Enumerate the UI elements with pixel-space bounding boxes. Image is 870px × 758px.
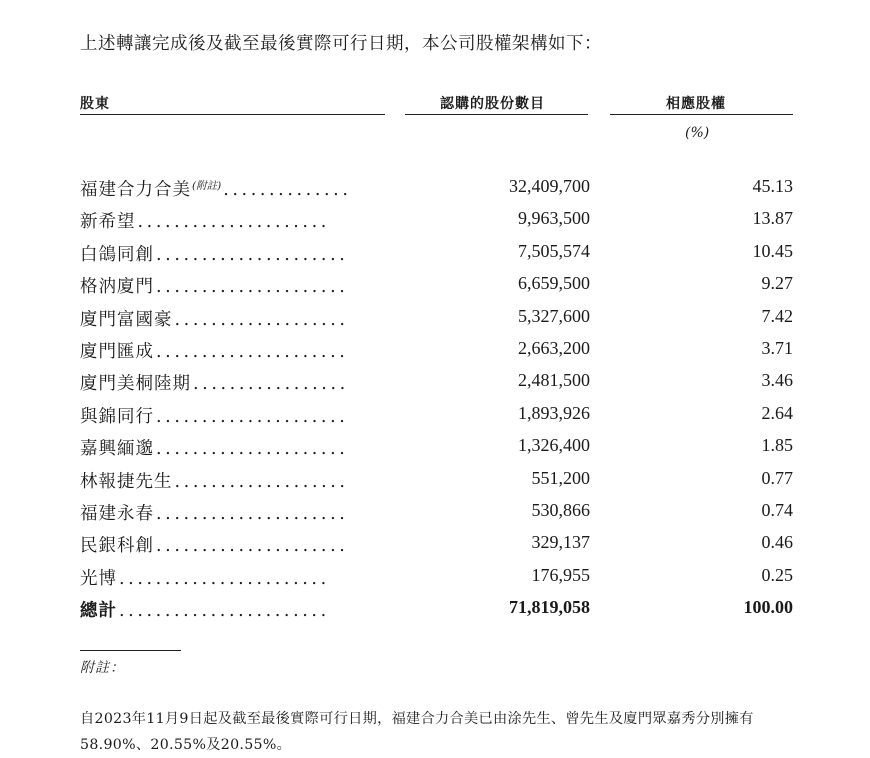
shares-value: 1,893,926 — [518, 402, 590, 423]
shareholder-name: 民銀科創 — [80, 536, 154, 557]
leader-dots: ................... — [174, 309, 349, 330]
shareholder-name: 福建永春 — [80, 503, 154, 524]
leader-dots: .............. — [223, 180, 352, 200]
shareholding-table — [80, 172, 795, 625]
percentage-value: 3.71 — [761, 337, 793, 358]
header-shareholder: 股東 — [80, 96, 110, 112]
percentage-value: 45.13 — [752, 176, 793, 196]
note-title: 附註： — [80, 660, 125, 676]
table-row — [80, 431, 795, 463]
shares-value: 530,866 — [531, 499, 590, 520]
shares-value: 329,137 — [531, 532, 590, 553]
percentage-value: 1.85 — [761, 435, 793, 456]
leader-dots: ....................... — [119, 568, 330, 589]
percentage-value: 9.27 — [761, 273, 793, 294]
shareholder-name: 白鴿同創 — [80, 244, 154, 265]
percentage-unit: (%) — [685, 125, 710, 141]
header-shares: 認購的股份數目 — [440, 96, 545, 112]
table-row — [80, 237, 795, 269]
note-text: 自2023年11月9日起及截至最後實際可行日期，福建合力合美已由涂先生、曾先生及廈門眾嘉秀分別擁有58.90%、20.55%及20.55%。 — [80, 711, 754, 753]
percentage-value: 13.87 — [752, 208, 793, 229]
table-row — [80, 496, 795, 528]
header-rule-shareholder — [80, 114, 385, 115]
total-shares-value: 71,819,058 — [509, 597, 590, 618]
total-label: 總計 — [80, 601, 117, 622]
shares-value: 9,963,500 — [518, 208, 590, 229]
percentage-value: 10.45 — [752, 240, 793, 261]
header-rule-percentage — [610, 114, 793, 115]
leader-dots: ....................... — [119, 601, 330, 622]
percentage-value: 0.74 — [761, 499, 793, 520]
shares-value: 176,955 — [531, 564, 590, 585]
shareholder-name: 福建合力合美 — [80, 180, 191, 200]
table-row — [80, 366, 795, 398]
leader-dots: ..................... — [156, 439, 349, 460]
shareholder-name: 與錦同行 — [80, 406, 154, 427]
table-row — [80, 561, 795, 593]
shareholder-name: 新希望 — [80, 212, 136, 233]
table-row — [80, 172, 795, 204]
shares-value: 7,505,574 — [518, 240, 590, 261]
percentage-value: 7.42 — [761, 305, 793, 326]
header-percentage: 相應股權 — [666, 96, 726, 112]
leader-dots: ..................... — [156, 277, 349, 298]
shares-value: 6,659,500 — [518, 273, 590, 294]
leader-dots: ..................... — [156, 406, 349, 427]
shareholder-name: 光博 — [80, 568, 117, 589]
percentage-value: 0.46 — [761, 532, 793, 553]
shares-value: 551,200 — [531, 467, 590, 488]
shareholder-name: 格汭廈門 — [80, 277, 154, 298]
leader-dots: ..................... — [156, 341, 349, 362]
shareholder-name: 嘉興緬邈 — [80, 439, 154, 460]
total-percentage-value: 100.00 — [743, 597, 793, 618]
percentage-value: 0.25 — [761, 564, 793, 585]
total-row — [80, 593, 795, 625]
leader-dots: ................. — [193, 374, 349, 395]
table-row — [80, 269, 795, 301]
shares-value: 2,663,200 — [518, 337, 590, 358]
table-row — [80, 464, 795, 496]
leader-dots: ..................... — [156, 244, 349, 265]
shareholder-name: 廈門富國豪 — [80, 309, 173, 330]
percentage-value: 3.46 — [761, 370, 793, 391]
shareholder-name: 廈門匯成 — [80, 341, 154, 362]
shares-value: 2,481,500 — [518, 370, 590, 391]
percentage-value: 0.77 — [761, 467, 793, 488]
leader-dots: ..................... — [156, 503, 349, 524]
table-row — [80, 399, 795, 431]
shareholder-name: 廈門美桐陸期 — [80, 374, 191, 395]
table-row — [80, 204, 795, 236]
leader-dots: ..................... — [137, 212, 330, 233]
leader-dots: ................... — [174, 471, 349, 492]
table-row — [80, 528, 795, 560]
note-rule — [80, 650, 181, 651]
table-row — [80, 334, 795, 366]
header-rule-shares — [405, 114, 588, 115]
shareholder-name: 林報捷先生 — [80, 471, 173, 492]
note-marker: (附註) — [192, 180, 222, 192]
shares-value: 32,409,700 — [509, 176, 590, 196]
leader-dots: ..................... — [156, 536, 349, 557]
intro-text: 上述轉讓完成後及截至最後實際可行日期，本公司股權架構如下： — [80, 34, 602, 54]
shares-value: 1,326,400 — [518, 435, 590, 456]
shares-value: 5,327,600 — [518, 305, 590, 326]
table-row — [80, 302, 795, 334]
percentage-value: 2.64 — [761, 402, 793, 423]
